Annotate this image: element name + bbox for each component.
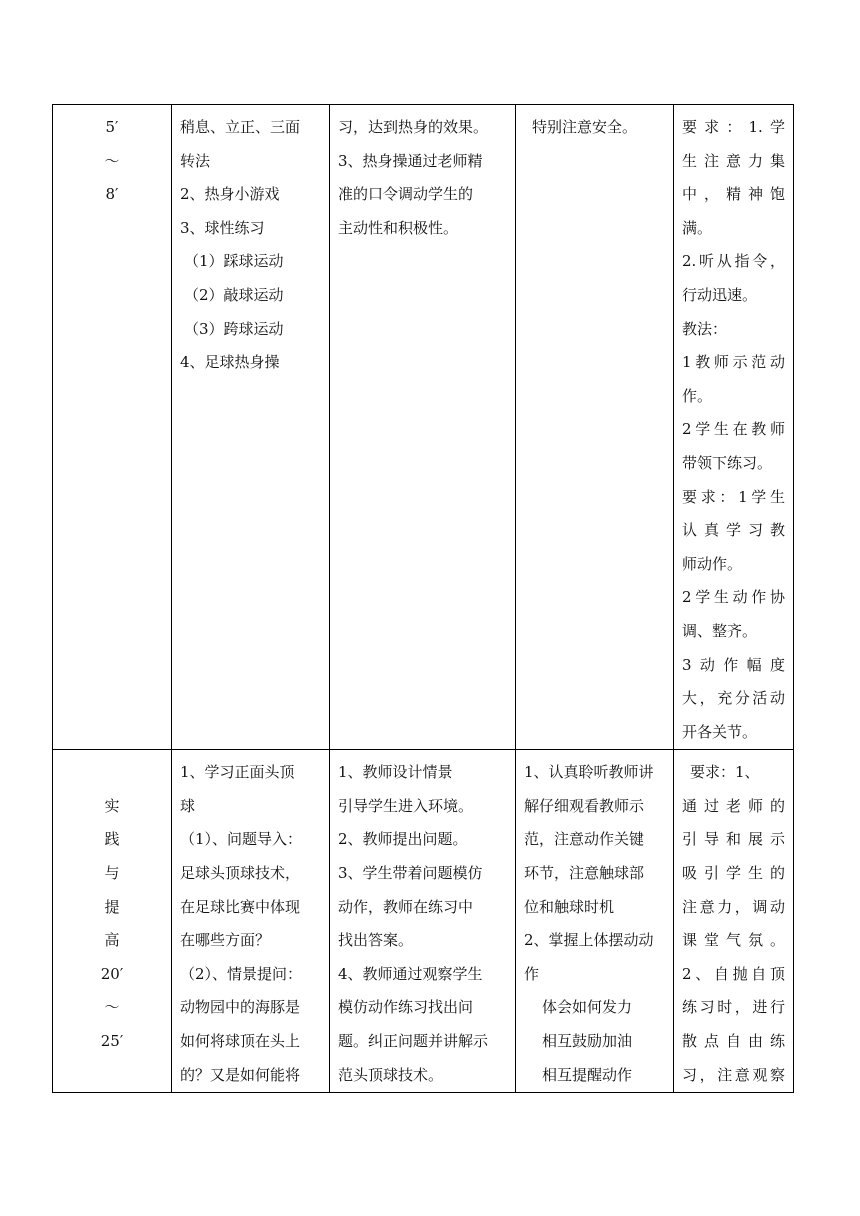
text-line: 稍息、立正、三面 xyxy=(180,118,301,136)
text-line: 习，注意观察 xyxy=(682,1065,785,1084)
section-line: 25′ xyxy=(100,1032,124,1051)
text-line: 4、足球热身操 xyxy=(180,353,280,372)
section-line: 提 xyxy=(104,897,120,916)
teacher-cell xyxy=(330,750,516,1093)
time-cell xyxy=(53,105,172,750)
section-line: ～ xyxy=(104,998,120,1017)
text-line: 要求：1学生 xyxy=(682,487,785,506)
text-line: 引导学生进入环境。 xyxy=(338,796,474,815)
text-line: 开各关节。 xyxy=(682,722,758,741)
text-line: 2、热身小游戏 xyxy=(180,185,280,204)
time-line: ～ xyxy=(104,151,120,170)
text-line: 1、教师设计情景 xyxy=(338,763,453,782)
text-line: 散点自由练 xyxy=(682,1032,785,1051)
text-line: （2）、情景提问： xyxy=(180,964,303,983)
text-line: 模仿动作练习找出问 xyxy=(338,998,474,1017)
text-line: 作。 xyxy=(682,386,713,405)
time-line: 5′ xyxy=(105,118,119,136)
text-line: 准的口令调动学生的 xyxy=(338,185,474,204)
section-line: 高 xyxy=(104,931,120,950)
text-line: （1）踩球运动 xyxy=(184,252,284,271)
content-cell xyxy=(172,750,330,1093)
text-line: 2、掌握上体摆动动 xyxy=(524,931,654,950)
text-line: 环节，注意触球部 xyxy=(524,864,645,883)
text-line: 2学生动作协 xyxy=(682,588,785,607)
text-line: 4、教师通过观察学生 xyxy=(338,964,483,983)
text-line: 1教师示范动 xyxy=(682,353,785,372)
text-line: 在足球比赛中体现 xyxy=(180,897,301,916)
text-line: 教法： xyxy=(682,319,728,338)
text-line: 位和触球时机 xyxy=(524,897,615,916)
text-line: 练习时，进行 xyxy=(682,998,785,1017)
text-line: 的？又是如何能将 xyxy=(180,1065,301,1084)
text-line: 要求：1.学 xyxy=(682,118,785,136)
content-cell xyxy=(172,105,330,750)
text-line: （3）跨球运动 xyxy=(184,319,284,338)
text-line: 3、热身操通过老师精 xyxy=(338,151,483,170)
text-line: 2、自抛自顶 xyxy=(682,964,785,983)
student-cell xyxy=(516,105,674,750)
text-line: 在哪些方面？ xyxy=(180,931,271,950)
section-line xyxy=(61,756,163,790)
text-line: 范，注意动作关键 xyxy=(524,830,645,849)
text-line: 体会如何发力 xyxy=(542,998,633,1017)
text-line: 主动性和积极性。 xyxy=(338,218,459,237)
text-line: 课堂气氛。 xyxy=(682,931,785,950)
text-line: 足球头顶球技术， xyxy=(180,864,301,883)
text-line: 大，充分活动 xyxy=(682,689,785,708)
text-line: 找出答案。 xyxy=(338,931,414,950)
text-line: 范头顶球技术。 xyxy=(338,1065,444,1084)
text-line: 带领下练习。 xyxy=(682,453,773,472)
text-line: 师动作。 xyxy=(682,554,743,573)
lesson-plan-table xyxy=(52,104,794,1093)
text-line: 满。 xyxy=(682,218,713,237)
text-line: 动作，教师在练习中 xyxy=(338,897,474,916)
text-line: 吸引学生的 xyxy=(682,864,785,883)
text-line: 题。纠正问题并讲解示 xyxy=(338,1032,489,1051)
table-row xyxy=(53,105,794,750)
text-line: 生注意力集 xyxy=(682,151,785,170)
text-line: 3动作幅度 xyxy=(682,655,785,674)
text-line: 3、学生带着问题模仿 xyxy=(338,864,483,883)
section-cell xyxy=(53,750,172,1093)
text-line: 1、学习正面头顶 xyxy=(180,763,295,782)
text-line: 动物园中的海豚是 xyxy=(180,998,301,1017)
text-line: 相互提醒动作 xyxy=(542,1065,633,1084)
text-line: 中，精神饱 xyxy=(682,185,785,204)
text-line: 球 xyxy=(180,796,196,815)
text-line: 行动迅速。 xyxy=(682,285,758,304)
time-line: 8′ xyxy=(105,185,119,204)
section-line: 践 xyxy=(104,830,120,849)
text-line: （2）敲球运动 xyxy=(184,285,284,304)
student-cell xyxy=(516,750,674,1093)
section-line: 20′ xyxy=(100,964,124,983)
text-line: 特别注意安全。 xyxy=(532,118,638,136)
text-line: 要求：1、 xyxy=(690,763,760,782)
text-line: 作 xyxy=(524,964,540,983)
text-line: 认真学习教 xyxy=(682,521,785,540)
text-line: 通过老师的 xyxy=(682,796,785,815)
table-row xyxy=(53,750,794,1093)
text-line: 如何将球顶在头上 xyxy=(180,1032,301,1051)
teacher-cell xyxy=(330,105,516,750)
text-line: 1、认真聆听教师讲 xyxy=(524,763,654,782)
text-line: 3、球性练习 xyxy=(180,218,265,237)
text-line: 相互鼓励加油 xyxy=(542,1032,633,1051)
text-line: 习，达到热身的效果。 xyxy=(338,118,489,136)
text-line: 注意力，调动 xyxy=(682,897,785,916)
text-line: 2、教师提出问题。 xyxy=(338,830,468,849)
text-line: 解仔细观看教师示 xyxy=(524,796,645,815)
section-line: 实 xyxy=(104,796,120,815)
requirements-cell xyxy=(674,750,794,1093)
text-line: （1）、问题导入： xyxy=(180,830,303,849)
text-line: 调、整齐。 xyxy=(682,621,758,640)
text-line: 转法 xyxy=(180,151,211,170)
text-line: 2学生在教师 xyxy=(682,420,785,439)
text-line: 2.听从指令， xyxy=(682,252,785,271)
requirements-cell xyxy=(674,105,794,750)
text-line: 引导和展示 xyxy=(682,830,785,849)
section-line: 与 xyxy=(104,864,120,883)
